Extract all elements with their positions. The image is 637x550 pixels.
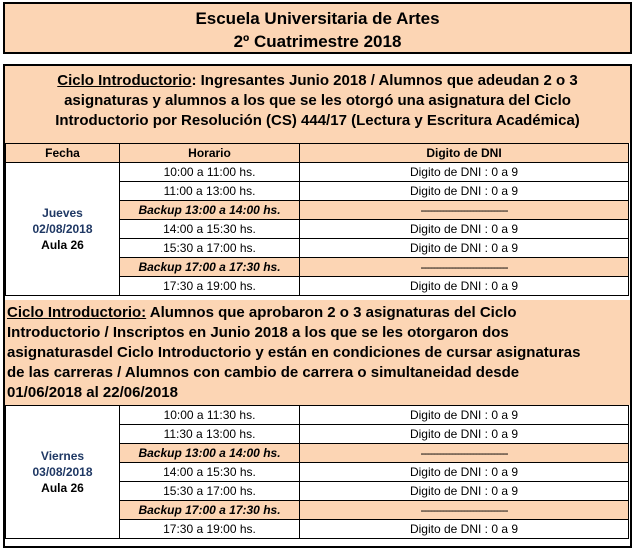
dni-cell: ----------------------------- <box>300 258 629 277</box>
column-header-fecha: Fecha <box>6 144 120 163</box>
weekday-label: Viernes <box>40 449 85 463</box>
block1-label: Ciclo Introductorio <box>57 72 192 89</box>
date-label: 03/08/2018 <box>32 465 93 479</box>
document-header <box>3 2 632 54</box>
time-cell: 17:30 a 19:00 hs. <box>120 520 300 539</box>
schedule-table-day1 <box>5 143 629 296</box>
time-cell: 14:00 a 15:30 hs. <box>120 220 300 239</box>
block1-line1: Ciclo Introductorio: Ingresantes Junio 2018 / Alumnos que adeudan 2 o 3 <box>57 72 578 89</box>
dni-cell: Digito de DNI : 0 a 9 <box>300 482 629 501</box>
time-cell: 10:00 a 11:00 hs. <box>120 163 300 182</box>
dni-cell: Digito de DNI : 0 a 9 <box>300 520 629 539</box>
block2-line5: 01/06/2018 al 22/06/2018 <box>7 384 178 401</box>
school-name: Escuela Universitaria de Artes <box>195 9 440 28</box>
block2-description <box>5 300 630 405</box>
schedule-table-day2 <box>5 405 629 539</box>
date-cell-day2 <box>6 406 120 539</box>
block1-line3: Introductorio por Resolución (CS) 444/17 (Lectura y Escritura Académica) <box>55 112 580 129</box>
time-cell: Backup 17:00 a 17:30 hs. <box>120 258 300 277</box>
block2-label: Ciclo Introductorio: <box>7 304 147 321</box>
table-row <box>6 406 629 425</box>
dni-cell: ----------------------------- <box>300 201 629 220</box>
dni-cell: Digito de DNI : 0 a 9 <box>300 406 629 425</box>
dni-cell: Digito de DNI : 0 a 9 <box>300 163 629 182</box>
dni-cell: ----------------------------- <box>300 444 629 463</box>
time-cell: Backup 13:00 a 14:00 hs. <box>120 201 300 220</box>
column-header-row <box>6 144 629 163</box>
dni-cell: Digito de DNI : 0 a 9 <box>300 425 629 444</box>
dni-cell: Digito de DNI : 0 a 9 <box>300 463 629 482</box>
table-row <box>6 163 629 182</box>
time-cell: 10:00 a 11:30 hs. <box>120 406 300 425</box>
time-cell: 15:30 a 17:00 hs. <box>120 482 300 501</box>
schedule-container <box>3 64 632 548</box>
date-label: 02/08/2018 <box>32 222 93 236</box>
time-cell: 14:00 a 15:30 hs. <box>120 463 300 482</box>
time-cell: Backup 13:00 a 14:00 hs. <box>120 444 300 463</box>
time-cell: 15:30 a 17:00 hs. <box>120 239 300 258</box>
time-cell: Backup 17:00 a 17:30 hs. <box>120 501 300 520</box>
column-header-horario: Horario <box>120 144 300 163</box>
room-label: Aula 26 <box>41 481 84 495</box>
block2-line4: de las carreras / Alumnos con cambio de carrera o simultaneidad desde <box>7 364 520 381</box>
block2-line1: Ciclo Introductorio: Alumnos que aprobaron 2 o 3 asignaturas del Ciclo <box>7 304 517 321</box>
block2-line3: asignaturasdel Ciclo Introductorio y están en condiciones de cursar asignaturas <box>7 344 581 361</box>
block1-line2: asignaturas y alumnos a los que se les otorgó una asignatura del Ciclo <box>64 92 571 109</box>
time-cell: 17:30 a 19:00 hs. <box>120 277 300 296</box>
time-cell: 11:00 a 13:00 hs. <box>120 182 300 201</box>
term-title: 2º Cuatrimestre 2018 <box>233 32 402 51</box>
date-cell-day1 <box>6 163 120 296</box>
weekday-label: Jueves <box>42 206 83 220</box>
block2-line2: Introductorio / Inscriptos en Junio 2018 a los que se les otorgaron dos <box>7 324 509 341</box>
dni-cell: Digito de DNI : 0 a 9 <box>300 182 629 201</box>
dni-cell: Digito de DNI : 0 a 9 <box>300 220 629 239</box>
block1-description <box>5 66 630 143</box>
dni-cell: Digito de DNI : 0 a 9 <box>300 239 629 258</box>
time-cell: 11:30 a 13:00 hs. <box>120 425 300 444</box>
column-header-digito: Digito de DNI <box>300 144 629 163</box>
dni-cell: ----------------------------- <box>300 501 629 520</box>
room-label: Aula 26 <box>41 238 84 252</box>
dni-cell: Digito de DNI : 0 a 9 <box>300 277 629 296</box>
